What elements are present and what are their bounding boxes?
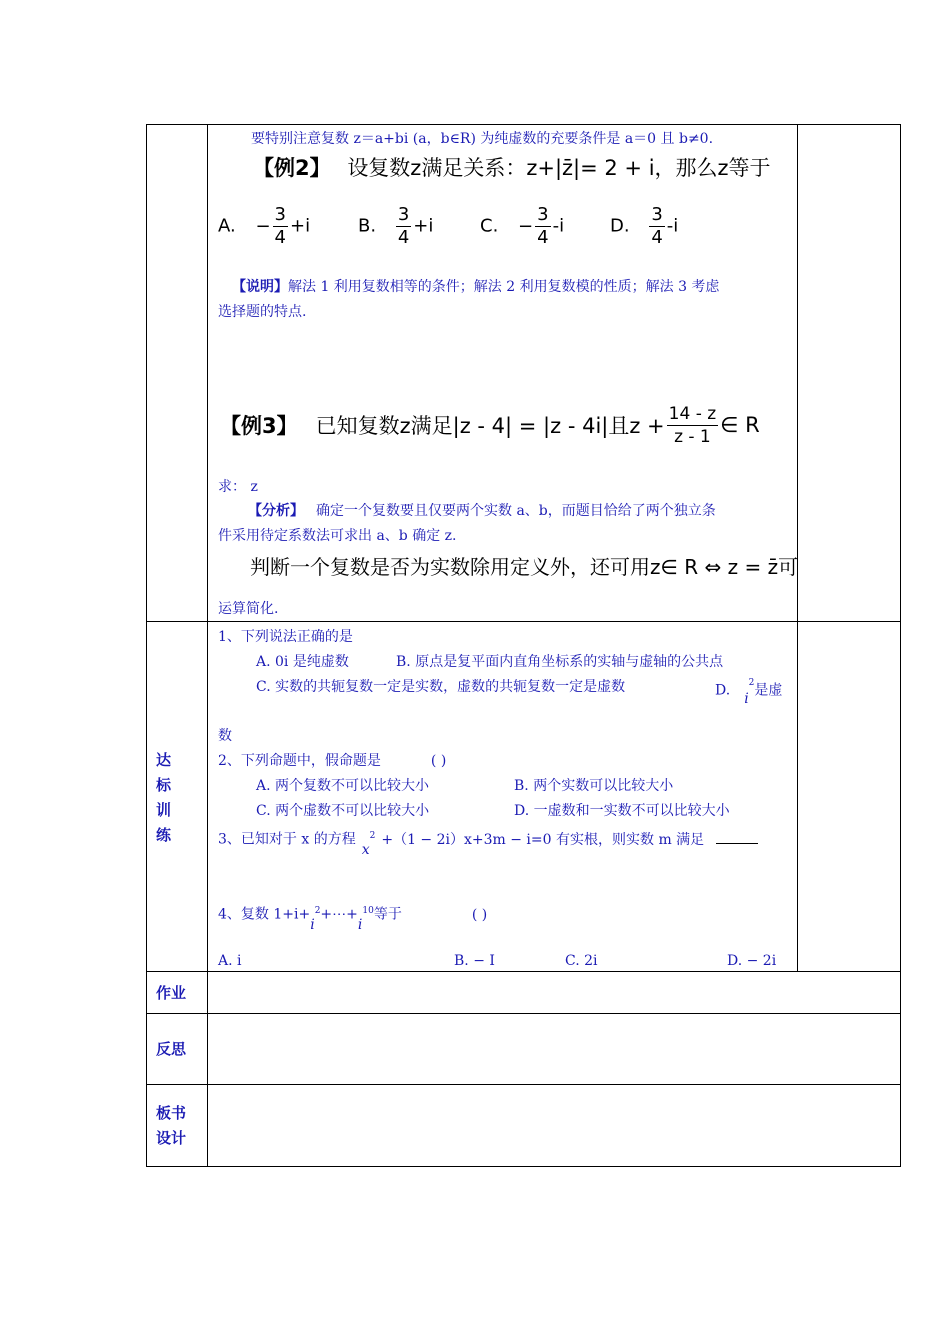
analysis-line1: 【分析】 确定一个复数要且仅要两个实数 a、b，而题目恰给了两个独立条 <box>248 503 716 519</box>
q1-option-c: C. 实数的共轭复数一定是实数，虚数的共轭复数一定是虚数 <box>256 679 626 695</box>
practice-label: 达 标 训 练 <box>156 751 172 844</box>
example3-text: 已知复数z满足|z - 4| = |z - 4i|且z + <box>315 414 665 438</box>
explain-tag: 【说明】 <box>232 279 288 295</box>
example3-in-R: ∈ R <box>720 413 760 437</box>
option-a: A. − $\frac{3}{4}$ +i <box>218 204 311 248</box>
notes-column-divider <box>797 124 798 972</box>
option-d: D. $\frac{3}{4}$ -i <box>610 204 679 248</box>
q1-option-d: D. $i^2$是虚 <box>715 678 783 707</box>
option-b: B. $\frac{3}{4}$ +i <box>358 204 434 248</box>
judge-real-text: 判断一个复数是否为实数除用定义外，还可用z∈ R ⇔ z = z̄可 <box>250 555 799 579</box>
simplify-text: 运算简化. <box>218 601 279 617</box>
row-divider-1 <box>146 621 901 622</box>
q4-answer-paren: ( ) <box>471 906 488 923</box>
example2-explain-line2: 选择题的特点. <box>218 304 307 320</box>
q2-option-c: C. 两个虚数不可以比较大小 <box>256 803 430 819</box>
example3-ask: 求： z <box>218 479 258 495</box>
example2-heading <box>253 152 771 182</box>
homework-label: 作业 <box>156 984 187 1002</box>
example2-options <box>218 204 778 254</box>
q4-option-b: B. − I <box>454 953 495 969</box>
table-border-right <box>900 124 901 1167</box>
q4-option-d: D. − 2i <box>727 953 777 969</box>
q3-answer-blank[interactable] <box>716 831 758 844</box>
option-c: C. − $\frac{3}{4}$ -i <box>480 204 565 248</box>
q1-option-a: A. 0i 是纯虚数 <box>256 654 349 670</box>
example2-title: 【例2】 <box>253 156 331 180</box>
q4-option-a: A. i <box>218 953 242 969</box>
q2-option-b: B. 两个实数可以比较大小 <box>514 778 674 794</box>
analysis-line2: 件采用待定系数法可求出 a、b 确定 z. <box>218 528 457 544</box>
q2-stem: 2、下列命题中，假命题是 ( ) <box>218 753 447 769</box>
table-border-left <box>146 124 147 1167</box>
example2-explain-line1: 【说明】解法 1 利用复数相等的条件；解法 2 利用复数模的性质；解法 3 考虑 <box>232 279 720 295</box>
q2-answer-paren: ( ) <box>430 753 447 769</box>
q3-stem: 3、已知对于 x 的方程$x^2 +(1 - 2i)x+3m - i=0$ 有实根，则实数 m 满足 <box>218 827 758 849</box>
pure-imaginary-note: 要特别注意复数 z＝a+bi (a，b∈R) 为纯虚数的充要条件是 a＝0 且 b≠0. <box>251 131 714 147</box>
label-column-divider <box>207 124 208 1167</box>
q2-option-d: D. 一虚数和一实数不可以比较大小 <box>514 803 730 819</box>
q4-stem: 4、复数 $1+i+i^2+\cdots+i^{10}$等于 ( ) <box>218 906 488 933</box>
board-design-label: 板书 设计 <box>156 1104 187 1147</box>
table-border-top <box>146 124 901 125</box>
example3-fraction: $\frac{14 - z}{z - 1}$ <box>668 403 717 447</box>
q1-stem: 1、下列说法正确的是 <box>218 629 353 645</box>
q1-option-b: B. 原点是复平面内直角坐标系的实轴与虚轴的公共点 <box>396 654 724 670</box>
row-divider-4 <box>146 1084 901 1085</box>
reflection-label: 反思 <box>156 1040 187 1058</box>
row-divider-3 <box>146 1013 901 1014</box>
table-border-bottom <box>146 1166 901 1167</box>
example2-text: 设复数z满足关系：z+|z̄|= 2 + i，那么z等于 <box>347 156 771 180</box>
row-divider-2 <box>146 971 901 972</box>
q2-option-a: A. 两个复数不可以比较大小 <box>256 778 430 794</box>
q1-option-d-cont: 数 <box>218 728 232 744</box>
q4-option-c: C. 2i <box>565 953 598 969</box>
analysis-tag: 【分析】 <box>248 503 304 519</box>
example3-heading <box>220 400 760 450</box>
example3-title: 【例3】 <box>220 414 298 438</box>
